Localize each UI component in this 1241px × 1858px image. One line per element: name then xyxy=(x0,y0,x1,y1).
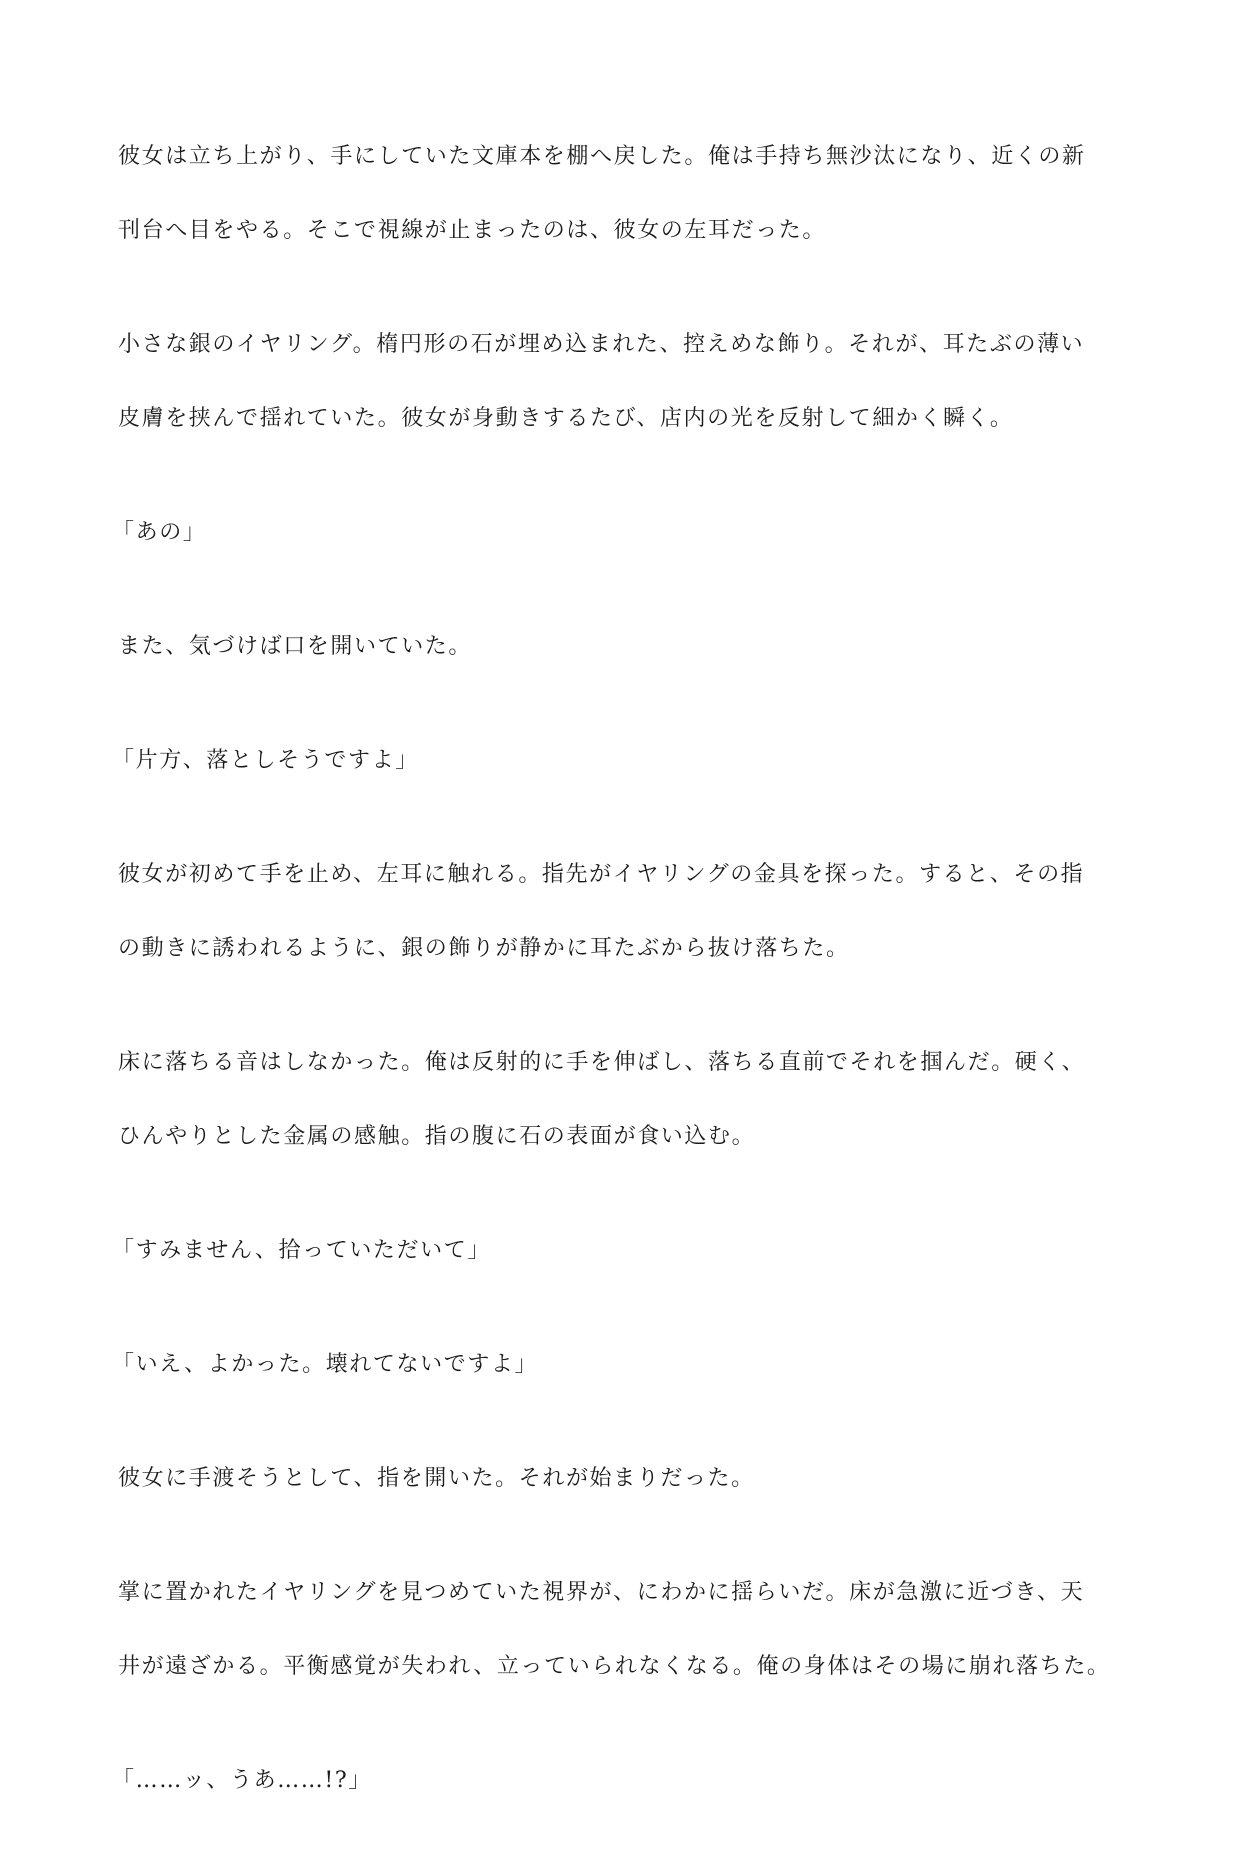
paragraph xyxy=(118,1556,1128,1704)
paragraph xyxy=(118,610,1128,684)
text-line: 「……ッ、うあ……!?」 xyxy=(112,1768,372,1793)
text-line: 掌に置かれたイヤリングを見つめていた視界が、にわかに揺らいだ。床が急激に近づき、天 xyxy=(118,1580,1085,1605)
text-line: また、気づけば口を開いていた。 xyxy=(118,634,473,659)
text-line: 小さな銀のイヤリング。楕円形の石が埋め込まれた、控えめな飾り。それが、耳たぶの薄い xyxy=(118,332,1085,357)
text-line: 「片方、落としそうですよ」 xyxy=(112,748,419,773)
text-line: ひんやりとした金属の感触。指の腹に石の表面が食い込む。 xyxy=(118,1124,756,1149)
body-text xyxy=(112,120,1128,1858)
dialogue-paragraph xyxy=(112,496,1128,570)
paragraph xyxy=(118,1026,1128,1174)
dialogue-paragraph xyxy=(112,1744,1128,1818)
text-line: の動きに誘われるように、銀の飾りが静かに耳たぶから抜け落ちた。 xyxy=(118,936,850,961)
text-line: 彼女が初めて手を止め、左耳に触れる。指先がイヤリングの金具を探った。すると、その指 xyxy=(118,862,1085,887)
dialogue-paragraph xyxy=(112,1328,1128,1402)
paragraph xyxy=(118,1442,1128,1516)
text-line: 「いえ、よかった。壊れてないですよ」 xyxy=(112,1352,539,1377)
text-line: 刊台へ目をやる。そこで視線が止まったのは、彼女の左耳だった。 xyxy=(118,218,827,243)
text-line: 「あの」 xyxy=(112,520,207,545)
paragraph xyxy=(118,838,1128,986)
text-line: 床に落ちる音はしなかった。俺は反射的に手を伸ばし、落ちる直前でそれを掴んだ。硬く、 xyxy=(118,1050,1086,1075)
text-line: 彼女は立ち上がり、手にしていた文庫本を棚へ戻した。俺は手持ち無沙汰になり、近くの新 xyxy=(118,144,1086,169)
text-line: 彼女に手渡そうとして、指を開いた。それが始まりだった。 xyxy=(118,1466,755,1491)
text-line: 皮膚を挟んで揺れていた。彼女が身動きするたび、店内の光を反射して細かく瞬く。 xyxy=(118,406,1014,431)
paragraph xyxy=(118,308,1128,456)
paragraph xyxy=(118,120,1128,268)
dialogue-paragraph xyxy=(112,1214,1128,1288)
dialogue-paragraph xyxy=(112,724,1128,798)
text-line: 井が遠ざかる。平衡感覚が失われ、立っていられなくなる。俺の身体はその場に崩れ落ちた。 xyxy=(118,1654,1111,1679)
text-line: 「すみません、拾っていただいて」 xyxy=(112,1238,491,1263)
